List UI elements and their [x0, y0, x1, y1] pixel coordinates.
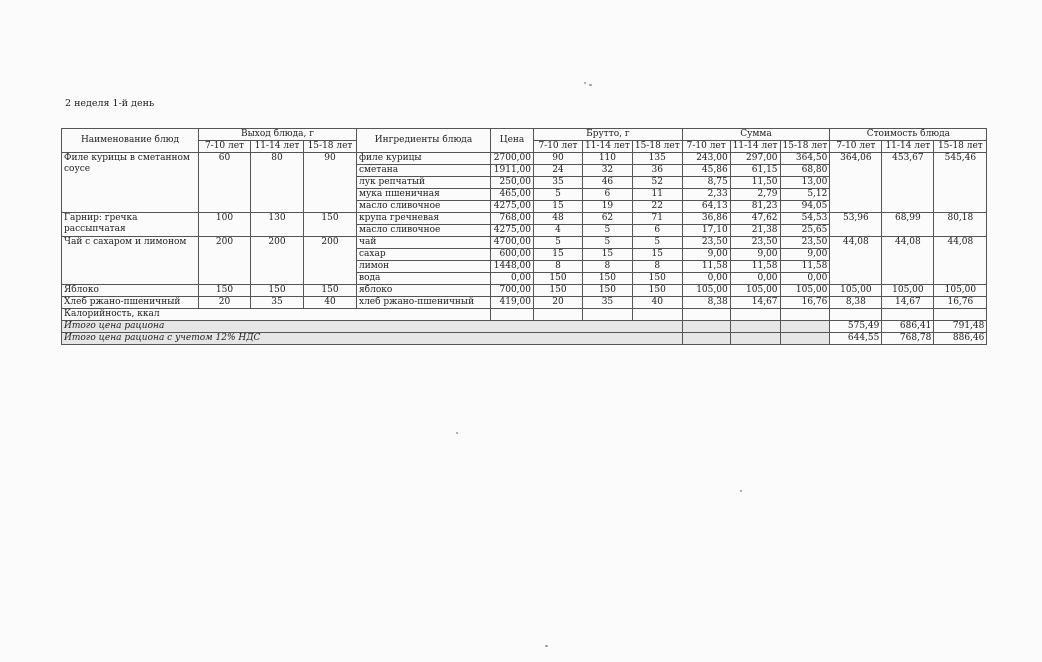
ingredient-sum: 9,00: [682, 249, 730, 261]
menu-table: [61, 128, 987, 345]
empty-cell: [780, 321, 830, 333]
ingredient-sum: 364,50: [780, 153, 830, 165]
ingredient-name: масло сливочное: [357, 201, 491, 213]
ingredient-gross: 15: [534, 201, 583, 213]
dish-yield: 60: [199, 153, 251, 213]
empty-cell: [882, 309, 934, 321]
dish-cost: 105,00: [830, 285, 882, 297]
ingredient-gross: 4: [534, 225, 583, 237]
header-age: 11-14 лет: [882, 141, 934, 153]
ingredient-gross: 62: [583, 213, 633, 225]
ingredient-price: 1448,00: [491, 261, 534, 273]
ingredient-sum: 243,00: [682, 153, 730, 165]
dish-name: Яблоко: [62, 285, 199, 297]
ingredient-sum: 0,00: [780, 273, 830, 285]
ingredient-sum: 11,50: [730, 177, 780, 189]
ingredient-gross: 5: [632, 237, 682, 249]
empty-cell: [491, 309, 534, 321]
ingredient-gross: 8: [534, 261, 583, 273]
empty-cell: [632, 309, 682, 321]
header-age: 15-18 лет: [632, 141, 682, 153]
ingredient-price: 4275,00: [491, 201, 534, 213]
dish-yield: 150: [304, 213, 357, 237]
header-ingredients: Ингредиенты блюда: [357, 129, 491, 153]
ingredient-price: 4275,00: [491, 225, 534, 237]
ingredient-gross: 90: [534, 153, 583, 165]
ingredient-sum: 9,00: [730, 249, 780, 261]
header-sum: Сумма: [682, 129, 830, 141]
ingredient-gross: 150: [632, 285, 682, 297]
total-value: 575,49: [830, 321, 882, 333]
header-age: 15-18 лет: [780, 141, 830, 153]
header-age: 7-10 лет: [830, 141, 882, 153]
ingredient-sum: 16,76: [780, 297, 830, 309]
total-vat-row: [62, 333, 987, 345]
ingredient-row: [62, 213, 987, 225]
total-vat-value: 886,46: [934, 333, 987, 345]
calories-label: Калорийность, ккал: [62, 309, 491, 321]
ingredient-sum: 54,53: [780, 213, 830, 225]
dish-yield: 40: [304, 297, 357, 309]
ingredient-sum: 36,86: [682, 213, 730, 225]
ingredient-gross: 22: [632, 201, 682, 213]
ingredient-sum: 23,50: [682, 237, 730, 249]
ingredient-name: сахар: [357, 249, 491, 261]
empty-cell: [682, 309, 730, 321]
empty-cell: [682, 333, 730, 345]
dish-yield: 150: [304, 285, 357, 297]
ingredient-sum: 94,05: [780, 201, 830, 213]
dish-cost: 8,38: [830, 297, 882, 309]
ingredient-row: [62, 237, 987, 249]
menu-body: [62, 153, 987, 345]
scan-speck: [545, 645, 548, 647]
empty-cell: [934, 309, 987, 321]
ingredient-row: [62, 153, 987, 165]
dish-yield: 100: [199, 213, 251, 237]
ingredient-gross: 150: [583, 285, 633, 297]
empty-cell: [534, 309, 583, 321]
ingredient-price: 465,00: [491, 189, 534, 201]
ingredient-price: 2700,00: [491, 153, 534, 165]
empty-cell: [830, 309, 882, 321]
ingredient-gross: 11: [632, 189, 682, 201]
ingredient-gross: 8: [632, 261, 682, 273]
ingredient-gross: 40: [632, 297, 682, 309]
dish-yield: 130: [251, 213, 304, 237]
total-vat-value: 768,78: [882, 333, 934, 345]
ingredient-gross: 46: [583, 177, 633, 189]
ingredient-gross: 35: [534, 177, 583, 189]
ingredient-sum: 45,86: [682, 165, 730, 177]
ingredient-gross: 15: [632, 249, 682, 261]
dish-cost: 453,67: [882, 153, 934, 213]
ingredient-name: сметана: [357, 165, 491, 177]
header-age: 7-10 лет: [534, 141, 583, 153]
ingredient-gross: 15: [583, 249, 633, 261]
total-value: 791,48: [934, 321, 987, 333]
ingredient-price: 0,00: [491, 273, 534, 285]
ingredient-price: 250,00: [491, 177, 534, 189]
header-age: 7-10 лет: [199, 141, 251, 153]
empty-cell: [730, 321, 780, 333]
ingredient-gross: 20: [534, 297, 583, 309]
ingredient-gross: 5: [583, 237, 633, 249]
ingredient-sum: 14,67: [730, 297, 780, 309]
dish-name: Хлеб ржано-пшеничный: [62, 297, 199, 309]
total-value: 686,41: [882, 321, 934, 333]
ingredient-sum: 5,12: [780, 189, 830, 201]
dish-yield: 35: [251, 297, 304, 309]
dish-yield: 150: [199, 285, 251, 297]
ingredient-sum: 0,00: [682, 273, 730, 285]
ingredient-sum: 25,65: [780, 225, 830, 237]
ingredient-name: яблоко: [357, 285, 491, 297]
header-age: 11-14 лет: [251, 141, 304, 153]
ingredient-sum: 23,50: [730, 237, 780, 249]
calories-row: [62, 309, 987, 321]
ingredient-sum: 2,79: [730, 189, 780, 201]
ingredient-sum: 61,15: [730, 165, 780, 177]
dish-yield: 150: [251, 285, 304, 297]
ingredient-sum: 0,00: [730, 273, 780, 285]
dish-cost: 545,46: [934, 153, 987, 213]
total-row: [62, 321, 987, 333]
ingredient-name: филе курицы: [357, 153, 491, 165]
dish-cost: 16,76: [934, 297, 987, 309]
ingredient-sum: 64,13: [682, 201, 730, 213]
ingredient-sum: 105,00: [682, 285, 730, 297]
ingredient-price: 1911,00: [491, 165, 534, 177]
ingredient-name: мука пшеничная: [357, 189, 491, 201]
dish-yield: 200: [304, 237, 357, 285]
header-age: 11-14 лет: [730, 141, 780, 153]
ingredient-gross: 52: [632, 177, 682, 189]
header-age: 11-14 лет: [583, 141, 633, 153]
ingredient-name: лимон: [357, 261, 491, 273]
ingredient-name: крупа гречневая: [357, 213, 491, 225]
dish-cost: 105,00: [934, 285, 987, 297]
ingredient-gross: 24: [534, 165, 583, 177]
scan-speck: [584, 82, 586, 84]
dish-yield: 80: [251, 153, 304, 213]
dish-cost: 44,08: [882, 237, 934, 285]
dish-cost: 80,18: [934, 213, 987, 237]
header-age: 15-18 лет: [304, 141, 357, 153]
ingredient-gross: 6: [583, 189, 633, 201]
empty-cell: [583, 309, 633, 321]
ingredient-price: 419,00: [491, 297, 534, 309]
ingredient-sum: 9,00: [780, 249, 830, 261]
dish-name: Филе курицы в сметанном соусе: [62, 153, 199, 213]
ingredient-sum: 11,58: [682, 261, 730, 273]
ingredient-gross: 5: [534, 237, 583, 249]
dish-cost: 105,00: [882, 285, 934, 297]
dish-cost: 44,08: [934, 237, 987, 285]
dish-yield: 90: [304, 153, 357, 213]
ingredient-name: масло сливочное: [357, 225, 491, 237]
dish-name: Чай с сахаром и лимоном: [62, 237, 199, 285]
ingredient-name: вода: [357, 273, 491, 285]
ingredient-gross: 150: [632, 273, 682, 285]
empty-cell: [780, 333, 830, 345]
ingredient-name: хлеб ржано-пшеничный: [357, 297, 491, 309]
ingredient-gross: 35: [583, 297, 633, 309]
ingredient-gross: 150: [583, 273, 633, 285]
header-price: Цена: [491, 129, 534, 153]
ingredient-sum: 21,38: [730, 225, 780, 237]
ingredient-name: лук репчатый: [357, 177, 491, 189]
ingredient-sum: 297,00: [730, 153, 780, 165]
total-vat-value: 644,55: [830, 333, 882, 345]
ingredient-price: 4700,00: [491, 237, 534, 249]
header-yield: Выход блюда, г: [199, 129, 357, 141]
dish-yield: 200: [199, 237, 251, 285]
ingredient-sum: 11,58: [780, 261, 830, 273]
ingredient-sum: 2,33: [682, 189, 730, 201]
scan-speck: [456, 432, 458, 434]
ingredient-gross: 135: [632, 153, 682, 165]
ingredient-gross: 5: [583, 225, 633, 237]
ingredient-sum: 81,23: [730, 201, 780, 213]
dish-cost: 68,99: [882, 213, 934, 237]
dish-cost: 53,96: [830, 213, 882, 237]
ingredient-sum: 17,10: [682, 225, 730, 237]
ingredient-gross: 5: [534, 189, 583, 201]
ingredient-gross: 36: [632, 165, 682, 177]
ingredient-sum: 13,00: [780, 177, 830, 189]
ingredient-gross: 110: [583, 153, 633, 165]
empty-cell: [730, 333, 780, 345]
ingredient-gross: 19: [583, 201, 633, 213]
ingredient-price: 700,00: [491, 285, 534, 297]
ingredient-sum: 8,75: [682, 177, 730, 189]
header-gross: Брутто, г: [534, 129, 683, 141]
ingredient-gross: 15: [534, 249, 583, 261]
ingredient-gross: 32: [583, 165, 633, 177]
ingredient-sum: 8,38: [682, 297, 730, 309]
header-age: 15-18 лет: [934, 141, 987, 153]
ingredient-gross: 71: [632, 213, 682, 225]
header-dish: Наименование блюд: [62, 129, 199, 153]
dish-cost: 44,08: [830, 237, 882, 285]
dish-cost: 364,06: [830, 153, 882, 213]
page-heading: 2 неделя 1-й день: [65, 98, 155, 109]
ingredient-name: чай: [357, 237, 491, 249]
empty-cell: [682, 321, 730, 333]
ingredient-sum: 105,00: [730, 285, 780, 297]
ingredient-price: 768,00: [491, 213, 534, 225]
ingredient-gross: 6: [632, 225, 682, 237]
ingredient-row: [62, 297, 987, 309]
ingredient-row: [62, 285, 987, 297]
dish-name: Гарнир: гречка рассыпчатая: [62, 213, 199, 237]
ingredient-sum: 23,50: [780, 237, 830, 249]
scan-speck: [740, 490, 742, 492]
header-cost: Стоимость блюда: [830, 129, 987, 141]
ingredient-sum: 105,00: [780, 285, 830, 297]
total-vat-label: Итого цена рациона с учетом 12% НДС: [62, 333, 683, 345]
dish-yield: 20: [199, 297, 251, 309]
ingredient-price: 600,00: [491, 249, 534, 261]
ingredient-gross: 8: [583, 261, 633, 273]
ingredient-sum: 11,58: [730, 261, 780, 273]
ingredient-sum: 47,62: [730, 213, 780, 225]
ingredient-sum: 68,80: [780, 165, 830, 177]
ingredient-gross: 150: [534, 273, 583, 285]
ingredient-gross: 48: [534, 213, 583, 225]
empty-cell: [730, 309, 780, 321]
dish-yield: 200: [251, 237, 304, 285]
ingredient-gross: 150: [534, 285, 583, 297]
total-label: Итого цена рациона: [62, 321, 683, 333]
dish-cost: 14,67: [882, 297, 934, 309]
scan-speck: [589, 84, 592, 86]
empty-cell: [780, 309, 830, 321]
header-age: 7-10 лет: [682, 141, 730, 153]
